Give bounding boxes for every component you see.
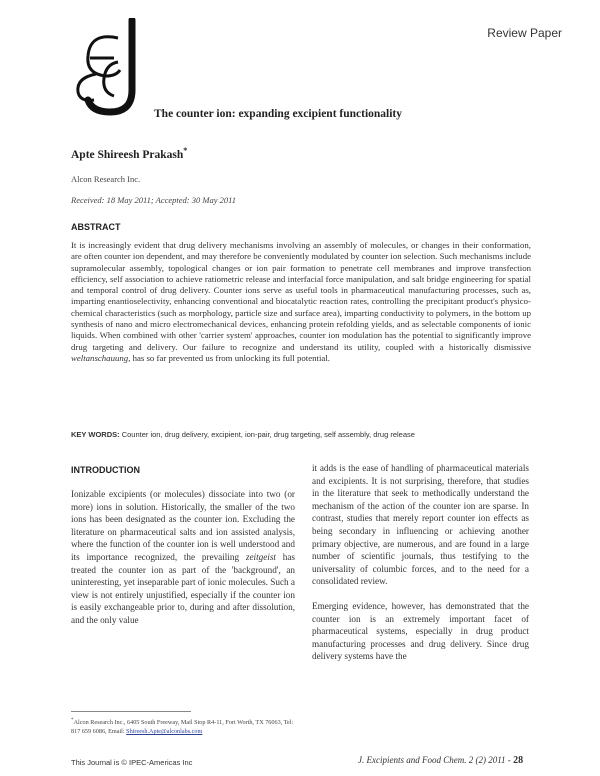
body-column-right: [312, 462, 529, 663]
abstract-text-end: , has so far prevented us from unlocking its full potential.: [128, 352, 330, 363]
footnote-marker: *: [71, 717, 74, 723]
journal-name: J. Excipients and Food Chem. 2 (2) 2011 -: [358, 755, 514, 765]
paper-type-label: Review Paper: [487, 26, 562, 40]
introduction-heading: INTRODUCTION: [71, 465, 140, 475]
body-column-left: [71, 488, 295, 627]
author-email-link[interactable]: Shireesh.Apte@alconlabs.com: [126, 727, 203, 735]
abstract-text: It is increasingly evident that drug delivery mechanisms involving an assembly of molecules, or changes in their conformation, are often counter ion dependent, and may therefore be conveniently modulated by counter ion selection. Such mechanisms include supramolecular assembly, topological changes or ion pair formation to penetrate cell membranes and improve transfection efficiency, self association to achieve ratiometric release and interfacial force manipulation, and salt bridge engineering for spatial and temporal control of drug delivery. Counter ions serve as useful tools in pharmaceutical manufacturing processes, such as, imparting enantioselectivity, enhancing conventional and biocatalytic reaction rates, controlling the precipitant product's physico-chemical characteristics (such as morphology, particle size and surface area), imparting conductivity to polymers, in the bottom up synthesis of nano and micro electromechanical devices, enhancing protein refolding yields, and as selectable components of ionic liquids. When combined with other 'carrier system' approaches, counter ion modulation has the potential to significantly improve drug targeting and delivery. Our failure to recognize and understand its utility, coupled with a historically dismissive: [71, 240, 531, 352]
keywords: [71, 430, 415, 439]
intro-term: zeitgeist: [245, 551, 276, 562]
footnote: [71, 716, 297, 737]
keywords-list: Counter ion, drug delivery, excipient, ion-pair, drug targeting, self assembly, drug release: [119, 430, 415, 439]
footnote-text: Alcon Research Inc., 6405 South Freeway, Mail Stop R4-11, Fort Worth, TX 76063, Tel: 817 659 6086, Email:: [71, 719, 294, 735]
journal-citation: [358, 755, 523, 766]
page-number: 28: [513, 755, 524, 766]
jefc-logo-icon: [70, 18, 150, 118]
footnote-divider: [71, 711, 191, 712]
abstract-body: [71, 240, 531, 364]
journal-logo: [70, 18, 150, 118]
intro-text-continued: has treated the counter ion as part of the 'background', an uninteresting, yet inseparable part of ionic molecules. Such a view is not entirely unjustified, especially if the counter ion is easily exchangeable prior to, during and after dissolution, and the only value: [71, 551, 296, 625]
received-accepted-dates: Received: 18 May 2011; Accepted: 30 May 2011: [71, 195, 236, 205]
paragraph: Emerging evidence, however, has demonstrated that the counter ion is an extremely important facet of pharmaceutical systems, especially in drug product manufacturing processes and drug delivery. Since drug delivery systems have the: [312, 600, 529, 662]
author-affiliation: Alcon Research Inc.: [71, 174, 141, 184]
author-name-text: Apte Shireesh Prakash: [71, 148, 184, 161]
paragraph: it adds is the ease of handling of pharmaceutical materials and excipients. It is not surprising, therefore, that studies in the literature that seek to methodically understand the mechanism of the action of the counter ion are sparse. In contrast, studies that merely report counter ion effects as being secondary in influencing or achieving another primary objective, are numerous, and are found in a large number of scientific journals, thus testifying to the universality of columbic forces, and to the need for a consolidated review.: [312, 463, 529, 587]
abstract-heading: ABSTRACT: [71, 222, 121, 232]
article-title: The counter ion: expanding excipient functionality: [154, 108, 403, 120]
author-marker: *: [183, 146, 188, 155]
abstract-term: weltanschauung: [71, 352, 129, 363]
copyright-notice: This Journal is © IPEC-Americas Inc: [71, 758, 193, 767]
author-name: [71, 146, 187, 161]
keywords-label: KEY WORDS:: [71, 430, 120, 439]
intro-text: Ionizable excipients (or molecules) dissociate into two (or more) ions in solution. Historically, the smaller of the two ions has been designated as the counter ion. Excluding the literature on pharmaceutical salts and ion assisted analysis, where the function of the counter ion is well understood and its importance recognized, the prevailing: [71, 489, 295, 562]
